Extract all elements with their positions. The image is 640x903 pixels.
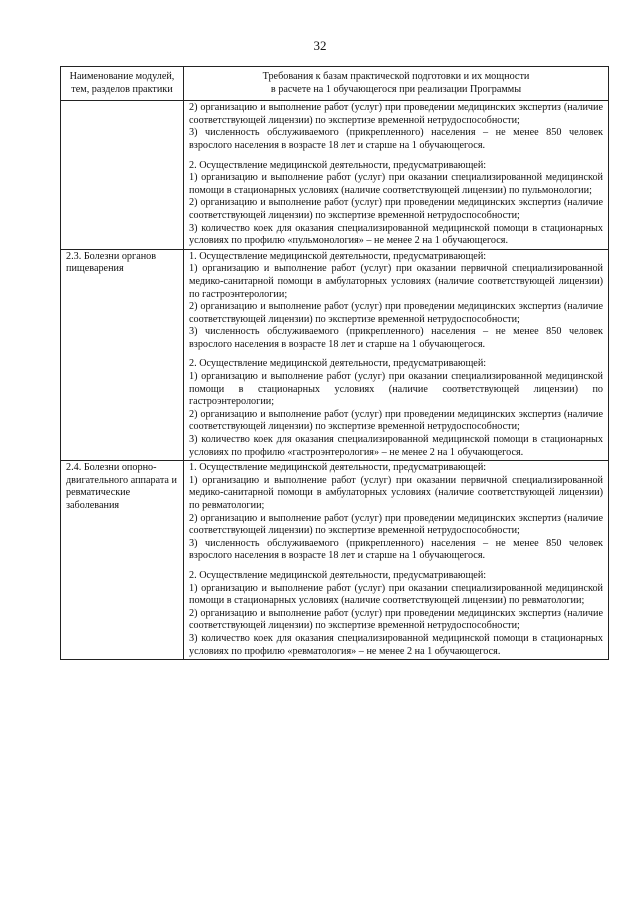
module-cell: 2.4. Болезни опорно-двигательного аппарата и ревматические заболевания	[61, 461, 184, 660]
header-requirements-line-1: Требования к базам практической подготовки и их мощности	[262, 71, 530, 82]
requirement-item: 3) количество коек для оказания специализированной медицинской помощи в стационарных условиях по профилю «гастроэнтерология» – не менее 2 на 1 обучающегося.	[189, 434, 603, 458]
header-module-column: Наименование модулей, тем, разделов практики	[61, 67, 184, 101]
requirement-heading: 1. Осуществление медицинской деятельности, предусматривающей:	[189, 250, 487, 262]
module-cell	[61, 101, 184, 250]
table-row	[61, 461, 609, 660]
requirement-item: 3) численность обслуживаемого (прикрепленного) населения – не менее 850 человек взрослого населения в возрасте 18 лет и старше на 1 обучающегося.	[189, 326, 603, 350]
requirements-cell	[184, 249, 609, 461]
requirement-heading: 2. Осуществление медицинской деятельности, предусматривающей:	[189, 569, 487, 581]
page-number: 32	[313, 38, 327, 53]
requirement-item: 2) организацию и выполнение работ (услуг) при проведении медицинских экспертиз (наличие соответствующей лицензии) по экспертизе временной нетрудоспособности;	[189, 301, 603, 325]
requirements-block	[189, 462, 603, 563]
requirement-item: 2) организацию и выполнение работ (услуг) при проведении медицинских экспертиз (наличие соответствующей лицензии) по экспертизе временной нетрудоспособности;	[189, 607, 603, 632]
requirement-item: 2) организацию и выполнение работ (услуг) при проведении медицинских экспертиз (наличие соответствующей лицензии) по экспертизе временной нетрудоспособности;	[189, 512, 603, 537]
requirement-heading: 1. Осуществление медицинской деятельности, предусматривающей:	[189, 462, 487, 474]
requirements-block	[189, 160, 603, 248]
module-cell: 2.3. Болезни органов пищеварения	[61, 249, 184, 461]
requirement-item: 1) организацию и выполнение работ (услуг) при оказании первичной специализированной медико-санитарной помощи в амбулаторных условиях (наличие соответствующей лицензии) по ревматологии;	[189, 474, 603, 511]
requirement-item: 3) численность обслуживаемого (прикрепленного) населения – не менее 850 человек взрослого населения в возрасте 18 лет и старше на 1 обучающегося.	[189, 537, 603, 562]
requirements-cell	[184, 461, 609, 660]
requirement-heading: 2. Осуществление медицинской деятельности, предусматривающей:	[189, 358, 487, 370]
requirements-cell	[184, 101, 609, 250]
table-row	[61, 101, 609, 250]
requirement-item: 3) количество коек для оказания специализированной медицинской помощи в стационарных условиях по профилю «ревматология» – не менее 2 на 1 обучающегося.	[189, 632, 603, 657]
requirement-item: 3) численность обслуживаемого (прикрепленного) населения – не менее 850 человек взрослого населения в возрасте 18 лет и старше на 1 обучающегося.	[189, 127, 603, 151]
requirement-item: 2) организацию и выполнение работ (услуг) при проведении медицинских экспертиз (наличие соответствующей лицензии) по экспертизе временной нетрудоспособности;	[189, 408, 603, 433]
requirement-item: 1) организацию и выполнение работ (услуг) при оказании специализированной медицинской помощи в стационарных условиях (наличие соответствующей лицензии) по пульмонологии;	[189, 172, 603, 196]
requirements-block	[189, 570, 603, 658]
table-row	[61, 249, 609, 461]
requirements-block	[189, 358, 603, 459]
requirements-block	[189, 251, 603, 352]
requirement-heading: 2. Осуществление медицинской деятельности, предусматривающей:	[189, 159, 487, 171]
table-header-row	[61, 67, 609, 101]
requirement-item: 3) количество коек для оказания специализированной медицинской помощи в стационарных условиях по профилю «пульмонология» – не менее 2 на 1 обучающегося.	[189, 222, 603, 247]
requirements-block	[189, 102, 603, 152]
requirements-table	[60, 66, 609, 660]
requirement-item: 1) организацию и выполнение работ (услуг) при оказании первичной специализированной медико-санитарной помощи в амбулаторных условиях (наличие соответствующей лицензии) по гастроэнтерологии;	[189, 263, 603, 300]
header-requirements-column	[184, 67, 609, 101]
requirement-item: 1) организацию и выполнение работ (услуг) при оказании специализированной медицинской помощи в стационарных условиях (наличие соответствующей лицензии) по гастроэнтерологии;	[189, 371, 603, 408]
requirement-item: 2) организацию и выполнение работ (услуг) при проведении медицинских экспертиз (наличие соответствующей лицензии) по экспертизе временной нетрудоспособности;	[189, 197, 603, 221]
requirement-item: 2) организацию и выполнение работ (услуг) при проведении медицинских экспертиз (наличие соответствующей лицензии) по экспертизе временной нетрудоспособности;	[189, 102, 603, 126]
requirement-item: 1) организацию и выполнение работ (услуг) при оказании специализированной медицинской помощи в стационарных условиях (наличие соответствующей лицензии) по ревматологии;	[189, 582, 603, 607]
header-requirements-line-2: в расчете на 1 обучающегося при реализации Программы	[270, 83, 522, 95]
